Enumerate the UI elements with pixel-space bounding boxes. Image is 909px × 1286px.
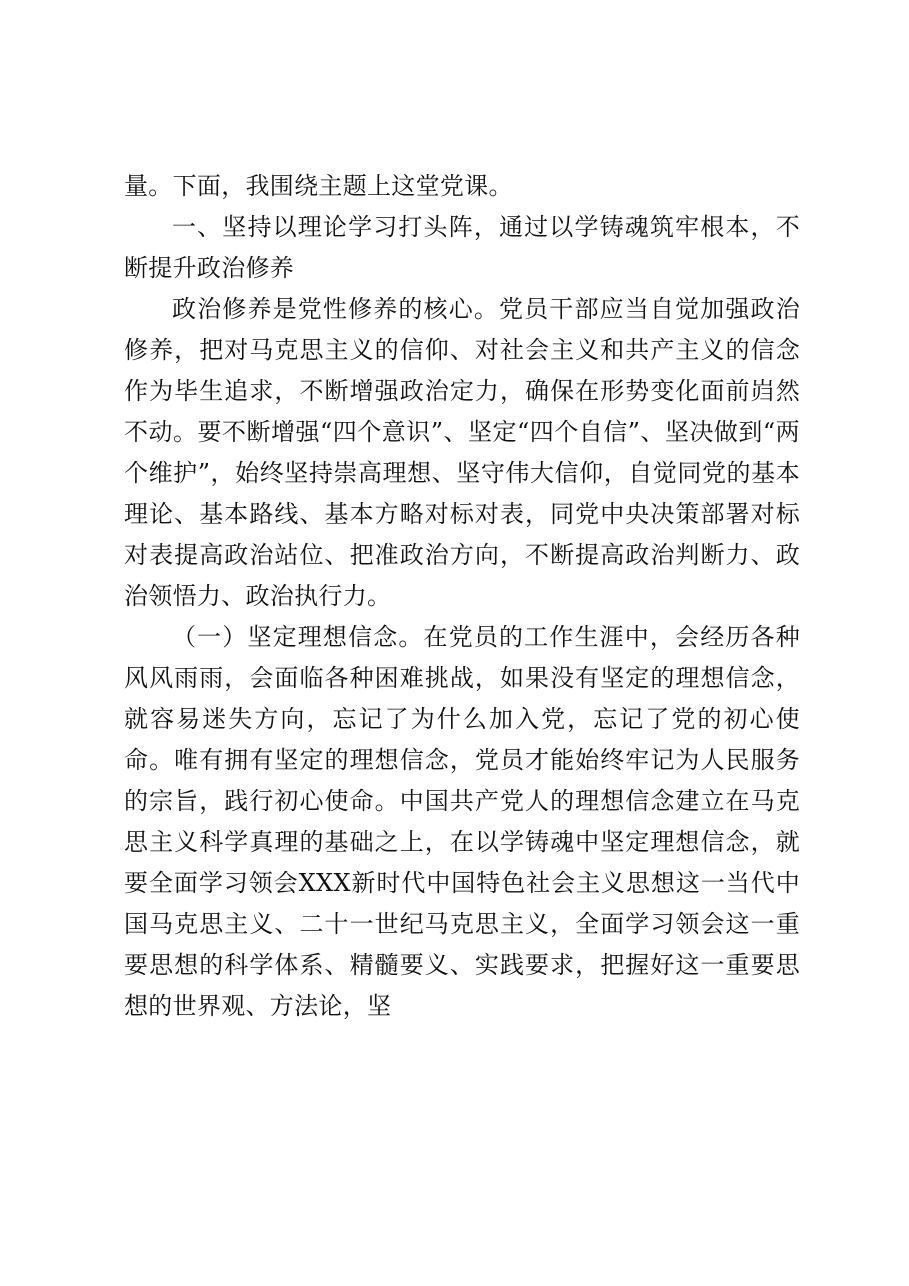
- paragraph-continuation: 量。下面，我围绕主题上这堂党课。: [124, 172, 513, 200]
- section-heading: 一、坚持以理论学习打头阵，通过以学铸魂筑牢根本，不断提升政治修养: [124, 213, 800, 282]
- document-body: [124, 166, 800, 1027]
- paragraph-political-cultivation: 政治修养是党性修养的核心。党员干部应当自觉加强政治修养，把对马克思主义的信仰、对社会主义和共产主义的信念作为毕生追求，不断增强政治定力，确保在形势变化面前岿然不动。要不断增强“四个意识”、坚定“四个自信”、坚决做到“两个维护”，始终坚持崇高理想、坚守伟大信仰，自觉同党的基本理论、基本路线、基本方略对标对表，同党中央决策部署对标对表提高政治站位、把准政治方向，不断提高政治判断力、政治领悟力、政治执行力。: [124, 295, 800, 610]
- paragraph-firm-ideals: （一）坚定理想信念。在党员的工作生涯中，会经历各种风风雨雨，会面临各种困难挑战，如果没有坚定的理想信念，就容易迷失方向，忘记了为什么加入党，忘记了党的初心使命。唯有拥有坚定的理想信念，党员才能始终牢记为人民服务的宗旨，践行初心使命。中国共产党人的理想信念建立在马克思主义科学真理的基础之上，在以学铸魂中坚定理想信念，就要全面学习领会XXX新时代中国特色社会主义思想这一当代中国马克思主义、二十一世纪马克思主义，全面学习领会这一重要思想的科学体系、精髓要义、实践要求，把握好这一重要思想的世界观、方法论，坚: [124, 623, 800, 1020]
